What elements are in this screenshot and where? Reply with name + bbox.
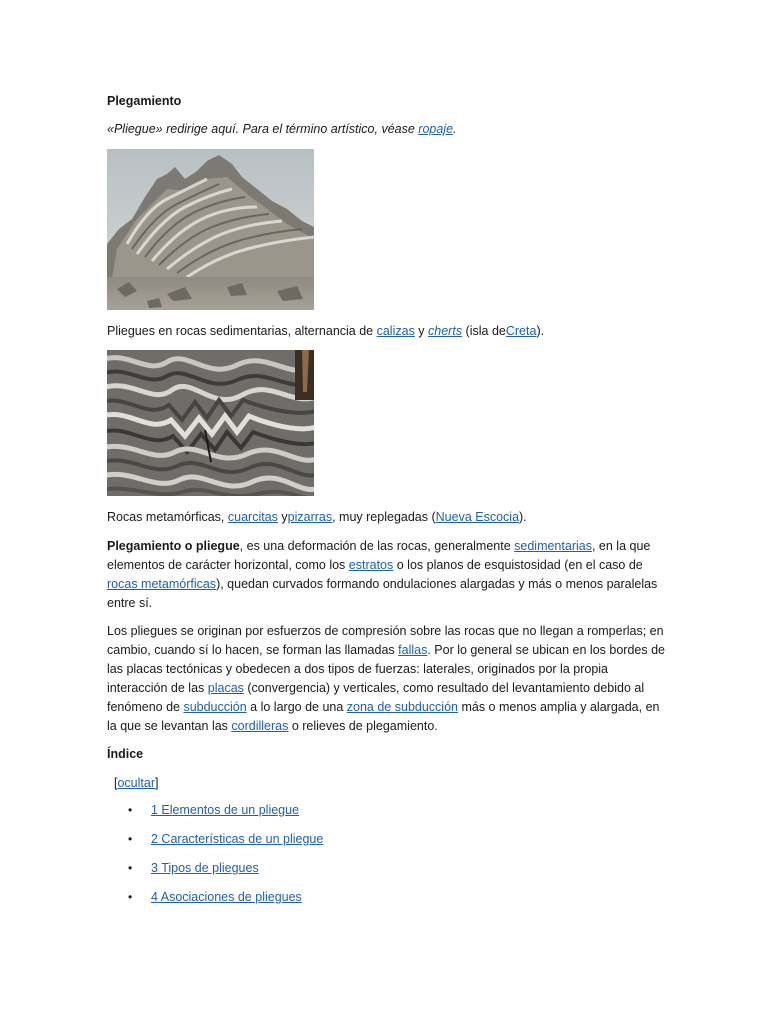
link-pizarras[interactable]: pizarras <box>287 510 333 524</box>
redirect-note: «Pliegue» redirige aquí. Para el término artístico, véase ropaje. <box>107 122 457 136</box>
metamorphic-folds-image <box>107 350 314 496</box>
link-nueva-escocia[interactable]: Nueva Escocia <box>435 510 520 524</box>
link-fallas[interactable]: fallas <box>398 643 428 657</box>
index-link-asociaciones[interactable]: 4 Asociaciones de pliegues <box>151 890 302 904</box>
paragraph-definition: Plegamiento o pliegue, es una deformación de las rocas, generalmente sedimentarias, en la que elementos de carácter horizontal, como los estratos o los planos de esquistosidad (en el caso de rocas metamórficas), quedan curvados formando ondulaciones alargadas y más o menos paralelas entre sí. <box>107 539 658 610</box>
caption-sedimentary: Pliegues en rocas sedimentarias, alternancia de calizas y cherts (isla deCreta). <box>107 324 545 338</box>
link-sedimentarias[interactable]: sedimentarias <box>514 539 592 553</box>
bullet-icon: • <box>128 890 133 904</box>
link-cherts[interactable]: cherts <box>428 324 463 338</box>
paragraph-origin: Los pliegues se originan por esfuerzos de compresión sobre las rocas que no llegan a romperlas; en cambio, cuando sí lo hacen, se forman las llamadas fallas. Por lo general se ubican en los bordes de las placas tectónicas y obedecen a dos tipos de fuerzas: laterales, originados por la propia interacción de las placas (convergencia) y verticales, como resultado del levantamiento debido al fenómeno de subducción a lo largo de una zona de subducción más o menos amplia y alargada, en la que se levantan las cordilleras o relieves de plegamiento. <box>107 624 665 733</box>
link-rocas-metamorficas[interactable]: rocas metamórficas <box>107 577 217 591</box>
sedimentary-folds-image <box>107 149 314 310</box>
bullet-icon: • <box>128 803 133 817</box>
caption-metamorphic: Rocas metamórficas, cuarcitas ypizarras, muy replegadas (Nueva Escocia). <box>107 510 527 524</box>
index-toggle: [ocultar] <box>114 776 159 790</box>
index-link-caracteristicas[interactable]: 2 Características de un pliegue <box>151 832 324 846</box>
link-ropaje[interactable]: ropaje <box>418 122 454 136</box>
link-creta[interactable]: Creta <box>505 324 537 338</box>
bullet-icon: • <box>128 861 133 875</box>
link-estratos[interactable]: estratos <box>348 558 394 572</box>
photo-sedimentary-folds <box>107 149 314 310</box>
hide-index-link[interactable]: ocultar <box>117 776 156 790</box>
bullet-icon: • <box>128 832 133 846</box>
link-placas[interactable]: placas <box>207 681 244 695</box>
link-subduccion[interactable]: subducción <box>183 700 247 714</box>
index-link-tipos[interactable]: 3 Tipos de pliegues <box>151 861 259 875</box>
photo-metamorphic-folds <box>107 350 314 496</box>
index-heading: Índice <box>107 747 144 761</box>
link-calizas[interactable]: calizas <box>376 324 415 338</box>
page-title: Plegamiento <box>107 94 182 108</box>
link-cordilleras[interactable]: cordilleras <box>231 719 289 733</box>
link-cuarcitas[interactable]: cuarcitas <box>227 510 278 524</box>
index-link-elementos[interactable]: 1 Elementos de un pliegue <box>151 803 300 817</box>
link-zona-de-subduccion[interactable]: zona de subducción <box>346 700 458 714</box>
